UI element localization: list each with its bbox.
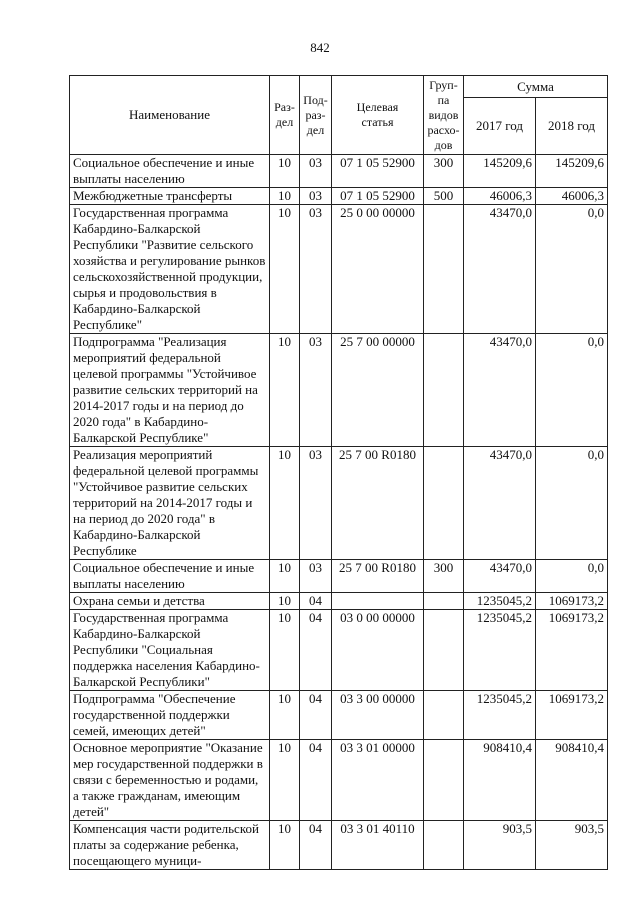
row-target: 03 3 01 00000 — [332, 740, 424, 821]
row-group — [424, 821, 464, 870]
table-row — [70, 821, 608, 870]
table-row — [70, 447, 608, 560]
table-row — [70, 593, 608, 610]
row-razdel: 10 — [270, 188, 300, 205]
header-sum: Сумма — [464, 76, 608, 98]
row-target: 03 3 01 40110 — [332, 821, 424, 870]
row-sum-2018: 908410,4 — [536, 740, 608, 821]
row-sum-2017: 1235045,2 — [464, 593, 536, 610]
table-row — [70, 155, 608, 188]
row-name: Компенсация части родительской платы за содержание ребенка, посещающего муници- — [70, 821, 270, 870]
table-header — [70, 76, 608, 155]
page-number: 842 — [310, 40, 330, 55]
row-target: 25 7 00 00000 — [332, 334, 424, 447]
row-target: 03 0 00 00000 — [332, 610, 424, 691]
row-name: Государственная программа Кабардино-Балкарской Республики "Социальная поддержка населения Кабардино-Балкарской Республики" — [70, 610, 270, 691]
row-razdel: 10 — [270, 610, 300, 691]
row-podrazdel: 03 — [300, 447, 332, 560]
row-sum-2018: 1069173,2 — [536, 610, 608, 691]
header-podrazdel: Под- раз- дел — [300, 76, 332, 155]
row-group: 500 — [424, 188, 464, 205]
row-name: Реализация мероприятий федеральной целевой программы "Устойчивое развитие сельских территорий на 2014-2017 годы и на период до 2020 года" в Кабардино-Балкарской Республике — [70, 447, 270, 560]
row-sum-2018: 0,0 — [536, 205, 608, 334]
row-podrazdel: 03 — [300, 188, 332, 205]
row-group — [424, 691, 464, 740]
row-sum-2018: 1069173,2 — [536, 593, 608, 610]
budget-table — [69, 75, 608, 870]
row-sum-2018: 903,5 — [536, 821, 608, 870]
row-target: 07 1 05 52900 — [332, 188, 424, 205]
header-target: Целевая статья — [332, 76, 424, 155]
table-row — [70, 740, 608, 821]
header-razdel: Раз- дел — [270, 76, 300, 155]
row-podrazdel: 03 — [300, 155, 332, 188]
row-sum-2017: 1235045,2 — [464, 691, 536, 740]
row-group — [424, 447, 464, 560]
row-target: 07 1 05 52900 — [332, 155, 424, 188]
header-2017: 2017 год — [464, 98, 536, 155]
table-body — [70, 155, 608, 870]
row-razdel: 10 — [270, 593, 300, 610]
row-sum-2017: 46006,3 — [464, 188, 536, 205]
row-name: Социальное обеспечение и иные выплаты населению — [70, 155, 270, 188]
row-group — [424, 740, 464, 821]
row-razdel: 10 — [270, 447, 300, 560]
row-group — [424, 334, 464, 447]
row-group: 300 — [424, 560, 464, 593]
row-name: Подпрограмма "Реализация мероприятий федеральной целевой программы "Устойчивое развитие сельских территорий на 2014-2017 годы и на период до 2020 года" в Кабардино-Балкарской Республике" — [70, 334, 270, 447]
row-group — [424, 205, 464, 334]
row-podrazdel: 03 — [300, 334, 332, 447]
row-name: Межбюджетные трансферты — [70, 188, 270, 205]
row-sum-2017: 1235045,2 — [464, 610, 536, 691]
row-target — [332, 593, 424, 610]
row-sum-2017: 145209,6 — [464, 155, 536, 188]
row-target: 25 0 00 00000 — [332, 205, 424, 334]
table-row — [70, 560, 608, 593]
row-razdel: 10 — [270, 155, 300, 188]
row-podrazdel: 04 — [300, 821, 332, 870]
row-sum-2017: 43470,0 — [464, 560, 536, 593]
row-sum-2017: 43470,0 — [464, 205, 536, 334]
row-podrazdel: 03 — [300, 560, 332, 593]
row-target: 25 7 00 R0180 — [332, 560, 424, 593]
row-name: Социальное обеспечение и иные выплаты населению — [70, 560, 270, 593]
row-podrazdel: 03 — [300, 205, 332, 334]
row-target: 03 3 00 00000 — [332, 691, 424, 740]
row-podrazdel: 04 — [300, 740, 332, 821]
row-razdel: 10 — [270, 740, 300, 821]
row-name: Государственная программа Кабардино-Балкарской Республики "Развитие сельского хозяйства и регулирование рынков сельскохозяйственной продукции, сырья и продовольствия в Кабардино-Балкарской Республике" — [70, 205, 270, 334]
header-2018: 2018 год — [536, 98, 608, 155]
row-name: Основное мероприятие "Оказание мер государственной поддержки в связи с беременностью и родами, а также гражданам, имеющим детей" — [70, 740, 270, 821]
row-name: Подпрограмма "Обеспечение государственной поддержки семей, имеющих детей" — [70, 691, 270, 740]
row-sum-2018: 145209,6 — [536, 155, 608, 188]
header-group: Груп- па видов расхо- дов — [424, 76, 464, 155]
row-podrazdel: 04 — [300, 610, 332, 691]
table-row — [70, 188, 608, 205]
row-sum-2017: 908410,4 — [464, 740, 536, 821]
row-sum-2017: 903,5 — [464, 821, 536, 870]
table-row — [70, 610, 608, 691]
row-sum-2018: 46006,3 — [536, 188, 608, 205]
row-razdel: 10 — [270, 560, 300, 593]
row-sum-2018: 0,0 — [536, 447, 608, 560]
header-name: Наименование — [70, 76, 270, 155]
row-sum-2017: 43470,0 — [464, 447, 536, 560]
row-sum-2018: 0,0 — [536, 560, 608, 593]
row-razdel: 10 — [270, 691, 300, 740]
table-row — [70, 691, 608, 740]
table-row — [70, 205, 608, 334]
row-name: Охрана семьи и детства — [70, 593, 270, 610]
table-row — [70, 334, 608, 447]
row-target: 25 7 00 R0180 — [332, 447, 424, 560]
row-sum-2018: 0,0 — [536, 334, 608, 447]
row-razdel: 10 — [270, 334, 300, 447]
row-group — [424, 610, 464, 691]
row-sum-2018: 1069173,2 — [536, 691, 608, 740]
row-razdel: 10 — [270, 821, 300, 870]
row-group — [424, 593, 464, 610]
row-group: 300 — [424, 155, 464, 188]
row-sum-2017: 43470,0 — [464, 334, 536, 447]
row-podrazdel: 04 — [300, 691, 332, 740]
row-podrazdel: 04 — [300, 593, 332, 610]
row-razdel: 10 — [270, 205, 300, 334]
